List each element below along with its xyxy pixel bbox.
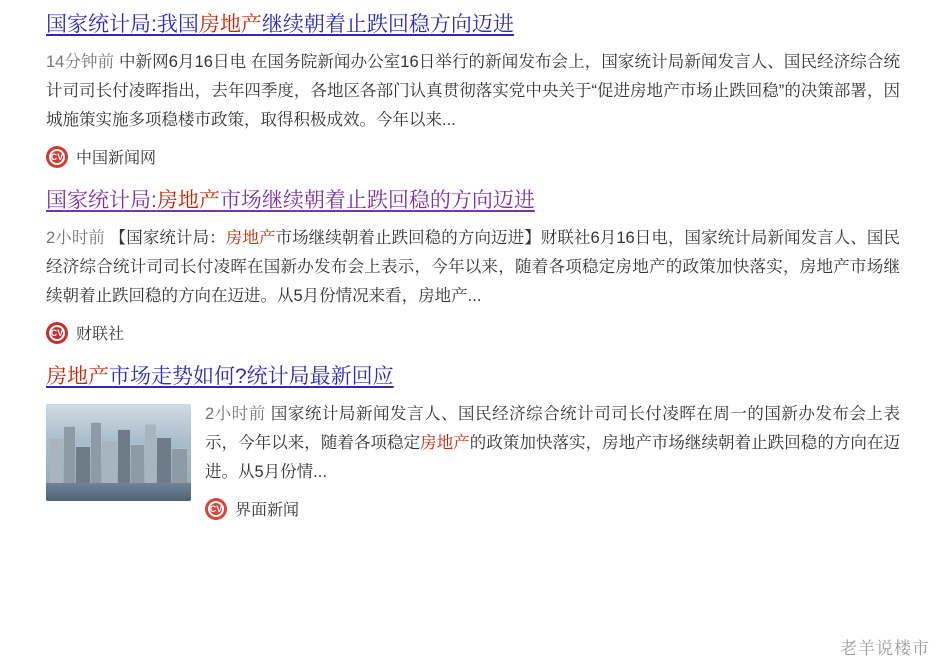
result-title-highlight: 房地产	[156, 189, 220, 212]
result-title-segment: 继续朝着止跌回稳方向迈进	[261, 13, 514, 36]
thumbnail-building	[64, 426, 75, 485]
result-snippet-text: 的政策加快落实，房地产市场继续朝着止跌回稳的方向在迈进。从5月份情...	[205, 434, 901, 481]
result-source-row-2[interactable]	[46, 321, 900, 344]
search-result-item	[46, 186, 900, 344]
result-source-row-1[interactable]	[46, 145, 900, 168]
result-snippet-2	[46, 224, 900, 311]
result-source-row-3[interactable]	[205, 497, 900, 520]
result-title-link-2[interactable]	[46, 186, 900, 216]
result-title-highlight: 房地产	[198, 13, 262, 36]
news-logo-icon: CV	[46, 146, 68, 168]
thumbnail-building	[91, 422, 101, 485]
result-snippet-3	[205, 400, 900, 487]
result-title-link-1[interactable]	[46, 10, 900, 40]
result-title-link-3[interactable]	[46, 362, 900, 392]
result-snippet-text: 【国家统计局：	[109, 229, 226, 247]
search-result-item	[46, 10, 900, 168]
city-skyline-thumbnail[interactable]	[46, 404, 191, 501]
thumbnail-building	[118, 429, 130, 485]
thumbnail-waterfront	[46, 483, 191, 501]
news-logo-icon: CV	[46, 322, 68, 344]
result-snippet-1	[46, 48, 900, 135]
result-title-highlight: 房地产	[46, 365, 109, 388]
thumbnail-building	[145, 424, 156, 485]
result-title-segment: 市场继续朝着止跌回稳的方向迈进	[219, 189, 535, 212]
thumbnail-building	[131, 444, 144, 485]
result-title-segment: 市场走势如何?统计局最新回应	[109, 365, 394, 388]
result-source-name: 财联社	[76, 326, 125, 343]
result-title-segment: 国家统计局:我国	[46, 13, 199, 36]
result-timestamp: 2小时前	[46, 229, 105, 247]
search-result-item	[46, 362, 900, 520]
result-snippet-text: 市场继续朝着止跌回稳的方向迈进】财联社6月16日电，国家统计局新闻发言人、国民经济综合统计司司长付凌晖在国新办发布会上表示，今年以来，随着各项稳定房地产的政策加快落实，房地产市场继续朝着止跌回稳的方向在迈进。从5月份情况来看，房地产...	[46, 229, 901, 305]
result-snippet-text: 中新网6月16日电 在国务院新闻办公室16日举行的新闻发布会上，国家统计局新闻发言人、国民经济综合统计司司长付凌晖指出，去年四季度，各地区各部门认真贯彻落实党中央关于“促进房地产市场止跌回稳”的决策部署，因城施策实施多项稳楼市政策，取得积极成效。今年以来...	[46, 53, 900, 129]
result-timestamp: 2小时前	[205, 405, 266, 423]
result-snippet-text: 国家统计局新闻发言人、国民经济综合统计司司长付凌晖在周一的国新办发布会上表示，今年以来，随着各项稳定	[205, 405, 900, 452]
result-source-name: 界面新闻	[235, 502, 300, 519]
result-snippet-highlight: 房地产	[225, 229, 276, 247]
thumbnail-building	[172, 448, 187, 485]
thumbnail-building	[102, 440, 117, 485]
result-body-with-thumbnail	[46, 400, 900, 520]
thumbnail-building	[157, 437, 171, 485]
result-snippet-highlight: 房地产	[420, 434, 470, 452]
watermark: 老羊说楼市	[840, 639, 930, 658]
result-title-segment: 国家统计局:	[46, 189, 157, 212]
thumbnail-building	[76, 446, 90, 485]
thumbnail-building	[50, 438, 63, 485]
result-source-name: 中国新闻网	[76, 150, 157, 167]
news-logo-icon: CV	[205, 498, 227, 520]
result-snippet-3-container	[205, 400, 900, 520]
result-timestamp: 14分钟前	[46, 53, 115, 71]
